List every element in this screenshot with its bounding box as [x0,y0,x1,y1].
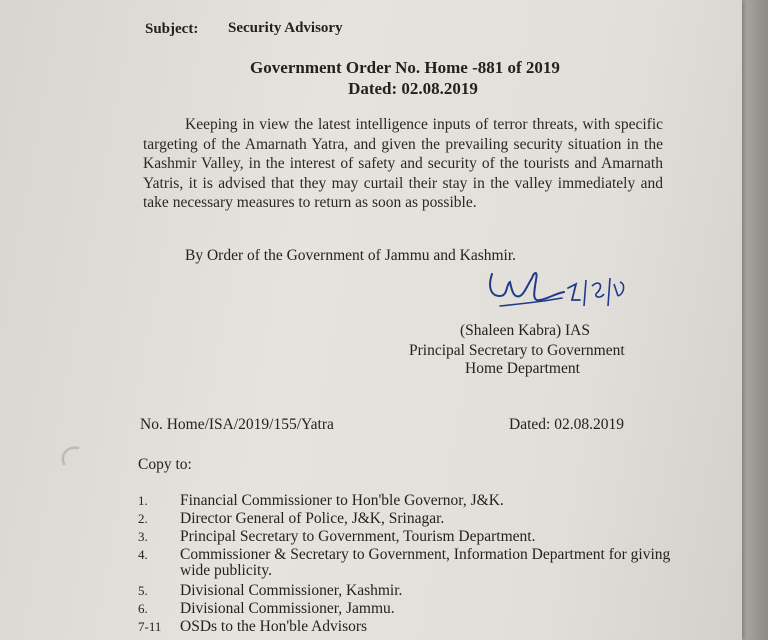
reference-dated: Dated: 02.08.2019 [509,416,624,433]
list-item-number: 4. [138,547,148,562]
order-dated: Dated: 02.08.2019 [348,79,478,98]
list-item-text: OSDs to the Hon'ble Advisors [180,618,368,635]
order-title: Government Order No. Home -881 of 2019 [250,58,560,77]
reference-number: No. Home/ISA/2019/155/Yatra [140,416,334,433]
list-item [138,583,698,599]
list-item-number: 5. [138,583,148,598]
by-order-line: By Order of the Government of Jammu and Kashmir. [185,247,517,264]
list-item-number: 6. [138,601,148,616]
signatory-name: (Shaleen Kabra) IAS [460,322,590,339]
list-item [138,493,698,509]
list-item-text: Commissioner & Secretary to Government, Information Department for giving wide publicity. [180,546,671,579]
list-item-text: Divisional Commissioner, Kashmir. [180,582,403,599]
list-item-number: 7-11 [138,619,162,634]
copy-to-label: Copy to: [138,456,192,473]
list-item [138,511,698,527]
signature-icon [480,266,630,326]
list-item [138,529,698,545]
list-item-text: Financial Commissioner to Hon'ble Governor, J&K. [180,492,504,509]
subject-label: Subject: [145,21,199,37]
signatory-designation: Principal Secretary to Government [409,342,625,359]
list-item [138,547,698,579]
list-item-text: Divisional Commissioner, Jammu. [180,600,395,617]
list-item-number: 2. [138,511,148,526]
list-item-text: Principal Secretary to Government, Tourism Department. [180,528,536,545]
list-item-text: Director General of Police, J&K, Srinagar. [180,510,445,527]
list-item-number: 1. [138,493,148,508]
list-item [138,601,698,617]
signatory-department: Home Department [465,360,580,377]
list-item-number: 3. [138,529,148,544]
copy-to-list [138,493,698,637]
advisory-body: Keeping in view the latest intelligence inputs of terror threats, with specific targeting of the Amarnath Yatra, and given the prevailing security situation in the Kashmir Valley, in the interest of safety and security of the tourists and Amarnath Yatris, it is advised that they may curtail their stay in the valley immediately and take necessary measures to return as soon as possible. [143,116,663,211]
circle-mark-icon [58,444,84,470]
list-item [138,619,698,635]
subject-text: Security Advisory [228,20,343,36]
